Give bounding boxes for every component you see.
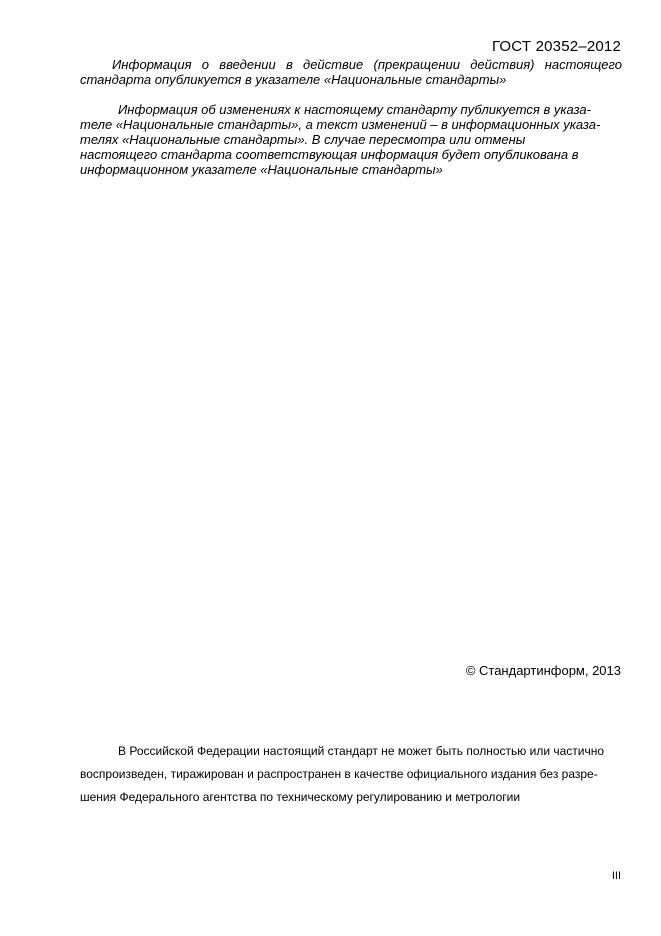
text-line: В Российской Федерации настоящий стандарт не может быть полностью или частично — [118, 744, 605, 758]
text-line: настоящего стандарта соответствующая информация будет опубликована в — [80, 147, 579, 162]
intro-paragraph-amendments — [80, 102, 622, 177]
document-code: ГОСТ 20352–2012 — [491, 38, 621, 55]
text-line: Информация о введении в действие (прекращении действия) настоящего — [112, 57, 622, 72]
intro-paragraph-enactment — [80, 57, 622, 87]
text-line: теле «Национальные стандарты», а текст изменений – в информационных указа- — [80, 117, 601, 132]
text-line: телях «Национальные стандарты». В случае пересмотра или отмены — [80, 132, 526, 147]
text-line: воспроизведен, тиражирован и распространен в качестве официального издания без разре- — [80, 767, 598, 781]
legal-notice — [80, 740, 622, 809]
text-line: Информация об изменениях к настоящему стандарту публикуется в указа- — [118, 102, 591, 117]
text-line: шения Федерального агентства по техническому регулированию и метрологии — [80, 790, 521, 804]
text-line: информационном указателе «Национальные стандарты» — [80, 162, 443, 177]
text-line: стандарта опубликуется в указателе «Национальные стандарты» — [80, 72, 507, 87]
page-number: III — [611, 870, 621, 882]
copyright-notice: © Стандартинформ, 2013 — [465, 663, 621, 678]
